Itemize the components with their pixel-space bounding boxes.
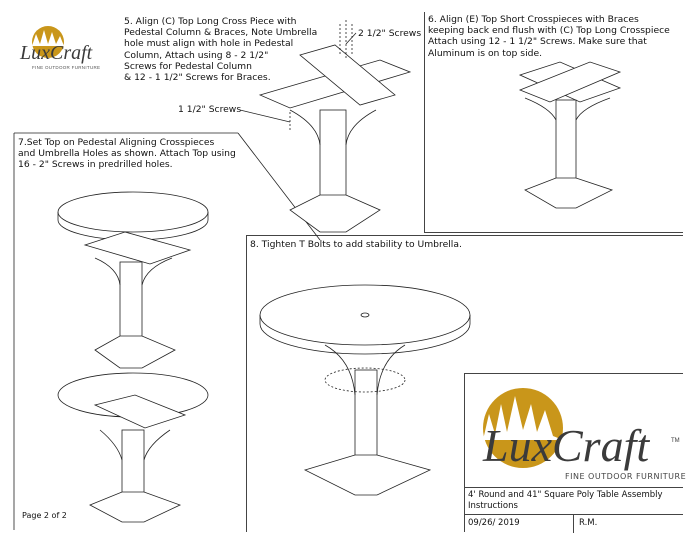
title-block-description: 4' Round and 41" Square Poly Table Assembly Instructions (468, 490, 663, 511)
title-block-meta-row (465, 514, 683, 533)
step-5-drawing (260, 20, 410, 232)
step-7-drawing-upper (58, 192, 208, 368)
logo-small-craft: Craft (50, 42, 93, 64)
step-6-drawing (520, 62, 620, 208)
logo-large-craft: Craft (552, 420, 650, 471)
logo-large-tm: TM (671, 438, 680, 444)
logo-large-wordmark (483, 419, 649, 472)
step-7-text: 7.Set Top on Pedestal Aligning Crosspieces and Umbrella Holes as shown. Attach Top using 16 - 2" Screws in predrilled holes. (18, 137, 236, 171)
logo-large-tagline: FINE OUTDOOR FURNITURE (565, 472, 687, 481)
callout-1-5-screws: 1 1/2" Screws (178, 104, 242, 115)
page-number: Page 2 of 2 (22, 511, 67, 520)
step-6-text: 6. Align (E) Top Short Crosspieces with Braces keeping back end flush with (C) Top Long Crosspiece Attach using 12 - 1 1/2" Screws. Make sure that Aluminum is on top side. (428, 14, 670, 59)
leader-1-5 (240, 110, 290, 122)
title-block-initials: R.M. (579, 518, 598, 528)
title-block-date: 09/26/ 2019 (468, 518, 520, 528)
step-7-frame-diagonal (238, 133, 320, 240)
leader-2-5 (346, 33, 356, 44)
callout-2-5-screws: 2 1/2" Screws (358, 28, 422, 39)
title-block-description-row (465, 487, 683, 514)
title-block (464, 373, 687, 532)
step-5-text: 5. Align (C) Top Long Cross Piece with Pedestal Column & Braces, Note Umbrella hole must align with hole in Pedestal Column, Attach using 8 - 2 1/2" Screws for Pedestal Column & 12 - 1 1/2" Screws for Braces. (124, 16, 318, 84)
title-block-divider (573, 515, 574, 533)
step-7-drawing-lower (58, 373, 208, 522)
logo-small-lux: Lux (20, 42, 50, 64)
step-8-drawing (260, 285, 470, 495)
logo-small-tagline: FINE OUTDOOR FURNITURE (32, 65, 101, 70)
step-8-text: 8. Tighten T Bolts to add stability to Umbrella. (250, 239, 462, 250)
logo-large-lux: Lux (483, 420, 552, 471)
